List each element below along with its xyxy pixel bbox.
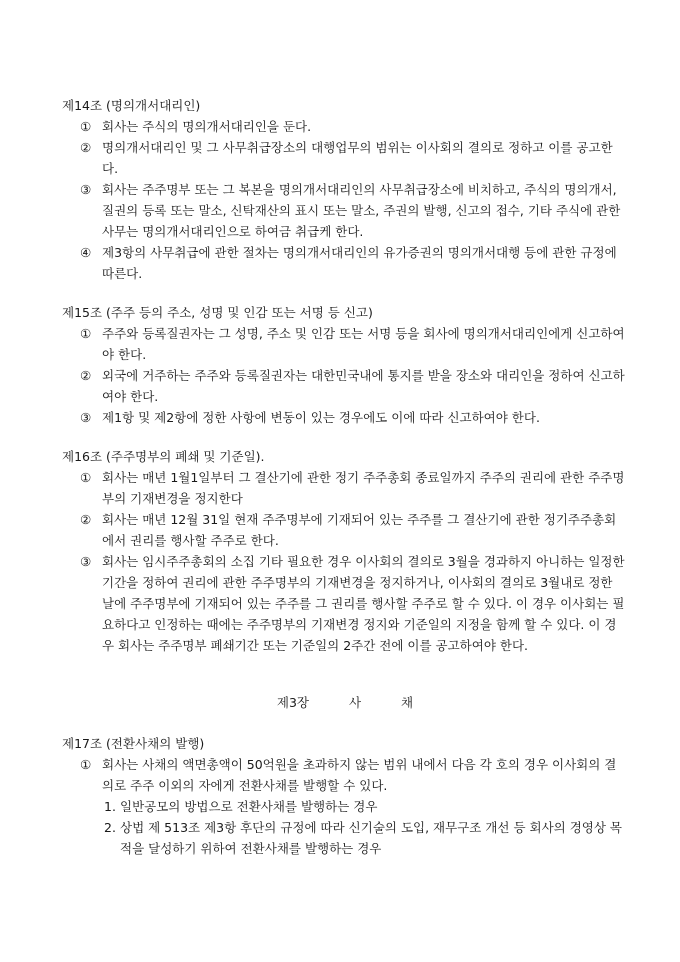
list-item [104, 796, 628, 817]
paragraph [80, 509, 628, 551]
paragraph-text: 회사는 매년 12월 31일 현재 주주명부에 기재되어 있는 주주를 그 결산기에 관한 정기주주총회에서 권리를 행사할 주주로 한다. [102, 512, 617, 548]
paragraph-text: 회사는 주주명부 또는 그 복본을 명의개서대리인의 사무취급장소에 비치하고, 주식의 명의개서, 질권의 등록 또는 말소, 신탁재산의 표시 또는 말소, 주권의 발행, 신고의 접수, 기타 주식에 관한 사무는 명의개서대리인으로 하여금 취급케 한다. [102, 182, 621, 239]
paragraph-number: ③ [80, 554, 92, 569]
chapter-heading [62, 692, 628, 713]
paragraph-number: ② [80, 140, 92, 155]
document-page [62, 95, 628, 877]
paragraph-text: 명의개서대리인 및 그 사무취급장소의 대행업무의 범위는 이사회의 결의로 정하고 이를 공고한다. [102, 140, 613, 176]
article-16 [62, 446, 628, 656]
paragraph-number: ① [80, 326, 92, 341]
paragraph-text: 제1항 및 제2항에 정한 사항에 변동이 있는 경우에도 이에 따라 신고하여야 한다. [102, 410, 540, 425]
article-title: 제16조 (주주명부의 폐쇄 및 기준일). [62, 449, 265, 464]
paragraph-number: ① [80, 119, 92, 134]
paragraph-number: ② [80, 512, 92, 527]
paragraph-number: ② [80, 368, 92, 383]
item-text: 상법 제 513조 제3항 후단의 규정에 따라 신기술의 도입, 재무구조 개선 등 회사의 경영상 목적을 달성하기 위하여 전환사채를 발행하는 경우 [120, 820, 622, 856]
paragraph-number: ① [80, 470, 92, 485]
list-item [104, 817, 628, 859]
paragraph [80, 551, 628, 656]
paragraph [80, 242, 628, 284]
paragraph-text: 제3항의 사무취급에 관한 절차는 명의개서대리인의 유가증권의 명의개서대행 등에 관한 규정에 따른다. [102, 245, 617, 281]
chapter-label: 제3장 [276, 695, 309, 710]
paragraph [80, 137, 628, 179]
item-number: 2. [104, 820, 116, 835]
paragraph-text: 외국에 거주하는 주주와 등록질권자는 대한민국내에 통지를 받을 장소와 대리인을 정하여 신고하여야 한다. [102, 368, 625, 404]
paragraph-text: 회사는 사채의 액면총액이 50억원을 초과하지 않는 범위 내에서 다음 각 호의 경우 이사회의 결의로 주주 이외의 자에게 전환사채를 발행할 수 있다. [102, 757, 617, 793]
item-number: 1. [104, 799, 116, 814]
article-15 [62, 302, 628, 428]
paragraph-number: ③ [80, 182, 92, 197]
paragraph-number: ④ [80, 245, 92, 260]
paragraph-text: 회사는 임시주주총회의 소집 기타 필요한 경우 이사회의 결의로 3월을 경과하지 아니하는 일정한 기간을 정하여 권리에 관한 주주명부의 기재변경을 정지하거나, 이사회의 결의로 3월내로 정한 날에 주주명부에 기재되어 있는 주주를 그 권리를 행사할 주주로 할 수 있다. 이 경우 이사회는 필요하다고 인정하는 때에는 주주명부의 기재변경 정지와 기준일의 지정을 함께 할 수 있다. 이 경우 회사는 주주명부 폐쇄기간 또는 기준일의 2주간 전에 이를 공고하여야 한다. [102, 554, 625, 653]
paragraph-text: 회사는 주식의 명의개서대리인을 둔다. [102, 119, 312, 134]
paragraph [80, 323, 628, 365]
paragraph-text: 주주와 등록질권자는 그 성명, 주소 및 인감 또는 서명 등을 회사에 명의개서대리인에게 신고하여야 한다. [102, 326, 625, 362]
paragraph [80, 467, 628, 509]
chapter-title-part: 사 [348, 695, 362, 710]
article-title: 제14조 (명의개서대리인) [62, 98, 201, 113]
paragraph [80, 179, 628, 242]
paragraph-number: ③ [80, 410, 92, 425]
chapter-title-part: 채 [401, 695, 414, 710]
paragraph [80, 407, 628, 428]
article-14 [62, 95, 628, 284]
item-text: 일반공모의 방법으로 전환사채를 발행하는 경우 [120, 799, 378, 814]
paragraph [80, 365, 628, 407]
article-title: 제17조 (전환사채의 발행) [62, 736, 205, 751]
paragraph [80, 116, 628, 137]
paragraph-number: ① [80, 757, 92, 772]
paragraph [80, 754, 628, 796]
paragraph-text: 회사는 매년 1월1일부터 그 결산기에 관한 정기 주주총회 종료일까지 주주의 권리에 관한 주주명부의 기재변경을 정지한다 [102, 470, 625, 506]
article-17 [62, 733, 628, 859]
article-title: 제15조 (주주 등의 주소, 성명 및 인감 또는 서명 등 신고) [62, 305, 373, 320]
